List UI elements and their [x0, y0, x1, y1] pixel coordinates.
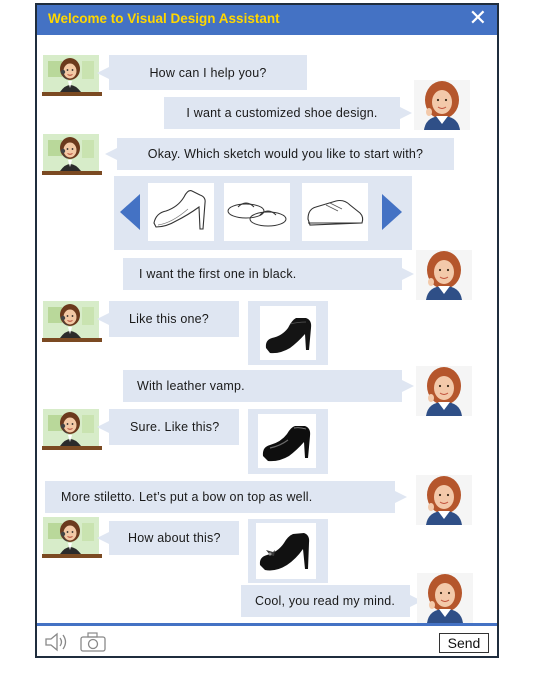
message-bubble-user: Cool, you read my mind.	[241, 585, 410, 617]
speaker-icon[interactable]	[43, 631, 71, 657]
message-bubble-user: With leather vamp.	[123, 370, 402, 402]
black-pump-image[interactable]	[260, 306, 316, 360]
message-bubble-assistant: Like this one?	[109, 301, 239, 337]
user-avatar	[414, 80, 470, 130]
camera-icon[interactable]	[79, 631, 107, 657]
sketch-option-high-heel[interactable]	[148, 183, 214, 241]
message-bubble-user: More stiletto. Let’s put a bow on top as well.	[45, 481, 395, 513]
chat-area[interactable]	[37, 35, 497, 623]
assistant-avatar	[40, 51, 102, 97]
composer-bar	[37, 623, 497, 656]
message-bubble-assistant: How about this?	[109, 521, 239, 555]
stiletto-bow-image[interactable]	[256, 523, 316, 579]
shoe-image-bubble	[248, 409, 328, 474]
leather-pump-image[interactable]	[258, 414, 316, 468]
message-bubble-assistant: Okay. Which sketch would you like to start with?	[117, 138, 454, 170]
chat-window	[35, 3, 499, 658]
sketch-option-flip-flop[interactable]	[224, 183, 290, 241]
send-button[interactable]: Send	[439, 633, 489, 653]
carousel-next-arrow-icon[interactable]	[380, 194, 402, 234]
message-bubble-assistant: How can I help you?	[109, 55, 307, 90]
sketch-carousel	[114, 176, 412, 250]
window-title: Welcome to Visual Design Assistant	[48, 11, 280, 26]
user-avatar	[417, 573, 473, 623]
message-bubble-assistant: Sure. Like this?	[109, 409, 239, 445]
assistant-avatar	[40, 130, 102, 176]
message-bubble-user: I want the first one in black.	[123, 258, 402, 290]
shoe-image-bubble	[248, 301, 328, 365]
message-bubble-user: I want a customized shoe design.	[164, 97, 400, 129]
sketch-option-sneaker[interactable]	[302, 183, 368, 241]
user-avatar	[416, 475, 472, 525]
user-avatar	[416, 366, 472, 416]
assistant-avatar	[40, 513, 102, 559]
title-bar	[37, 5, 497, 35]
assistant-avatar	[40, 297, 102, 343]
shoe-image-bubble	[248, 519, 328, 583]
carousel-prev-arrow-icon[interactable]	[120, 194, 142, 234]
user-avatar	[416, 250, 472, 300]
close-icon[interactable]: ✕	[468, 6, 487, 31]
assistant-avatar	[40, 405, 102, 451]
